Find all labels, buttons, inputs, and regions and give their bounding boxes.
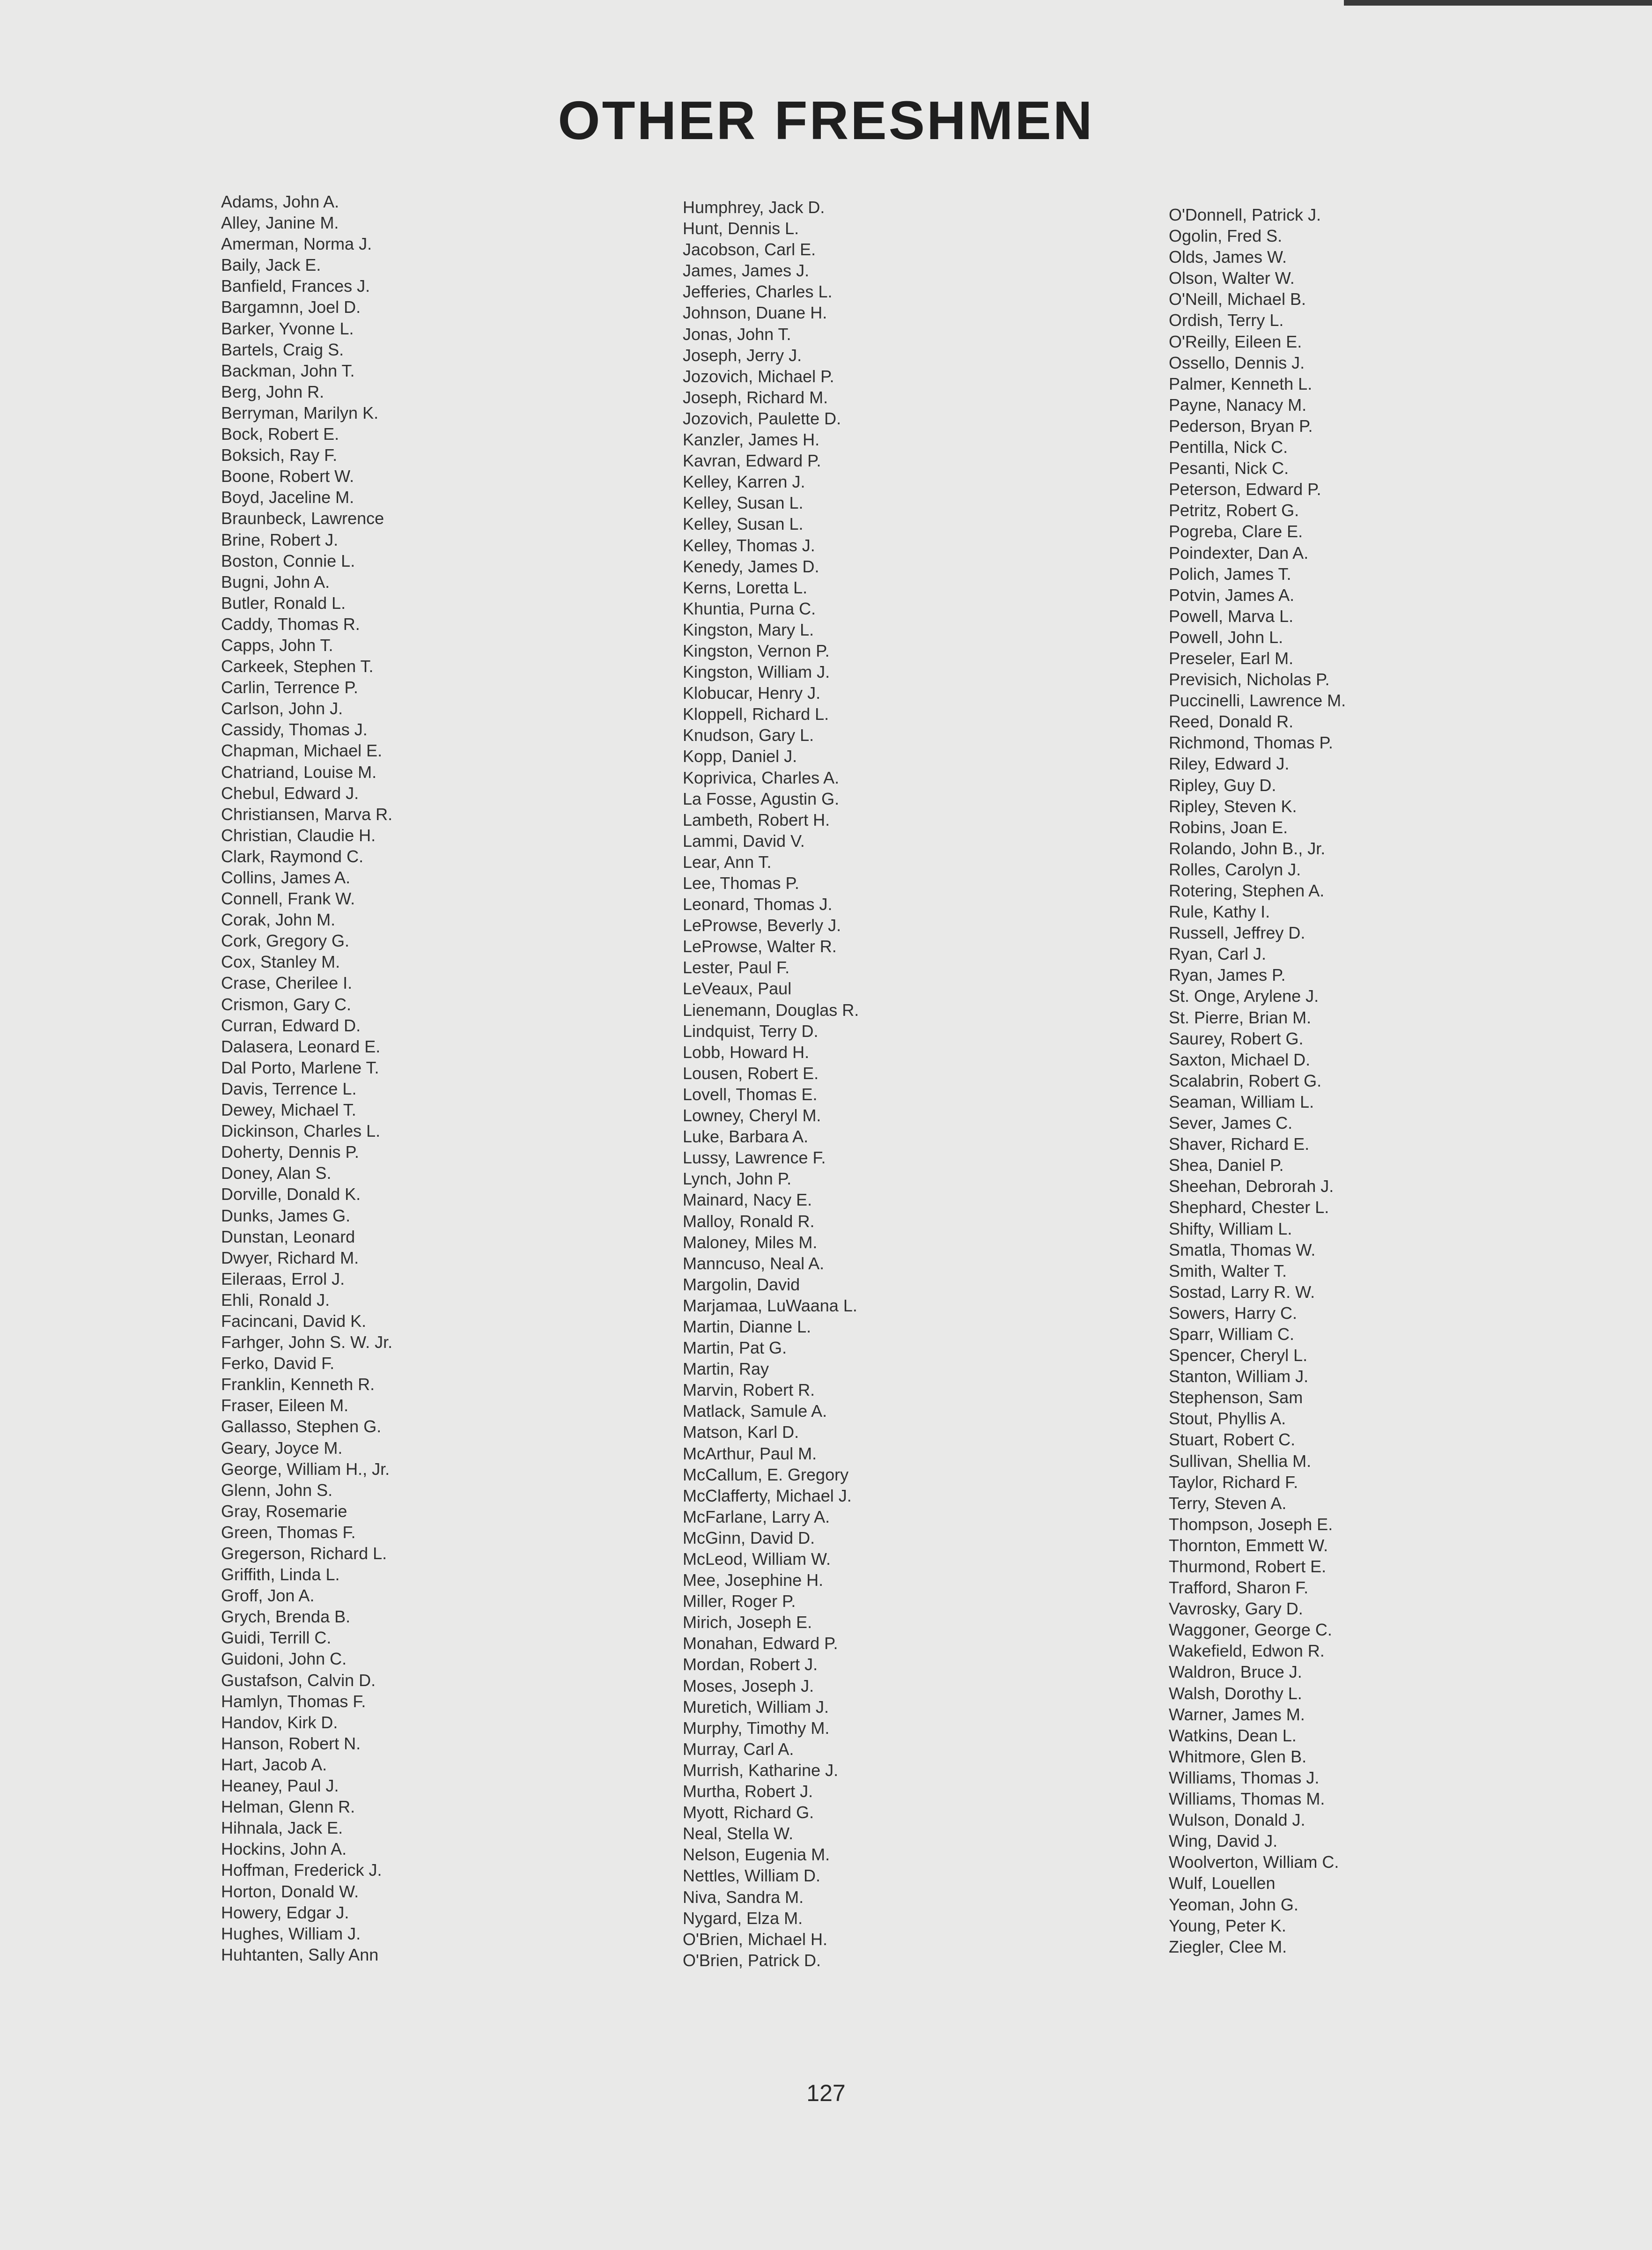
student-name: Hanson, Robert N. <box>221 1733 361 1753</box>
student-name: Dickinson, Charles L. <box>221 1121 381 1141</box>
student-name: Chebul, Edward J. <box>221 783 359 803</box>
student-name: Handov, Kirk D. <box>221 1712 338 1732</box>
student-name: Pederson, Bryan P. <box>1169 416 1313 436</box>
student-name: Bargamnn, Joel D. <box>221 297 361 317</box>
student-name: Koprivica, Charles A. <box>683 768 840 787</box>
student-name: Dwyer, Richard M. <box>221 1248 359 1267</box>
student-name: Thompson, Joseph E. <box>1169 1514 1333 1534</box>
student-name: Niva, Sandra M. <box>683 1887 804 1907</box>
names-column-3 <box>1169 204 1581 1957</box>
student-name: Nygard, Elza M. <box>683 1908 803 1928</box>
student-name: Lindquist, Terry D. <box>683 1021 819 1041</box>
student-name: Moses, Joseph J. <box>683 1676 814 1695</box>
student-name: Farhger, John S. W. Jr. <box>221 1332 393 1352</box>
student-name: Butler, Ronald L. <box>221 593 346 613</box>
student-name: Facincani, David K. <box>221 1311 367 1331</box>
student-name: Dorville, Donald K. <box>221 1184 361 1204</box>
student-name: Monahan, Edward P. <box>683 1634 838 1653</box>
student-name: Kelley, Thomas J. <box>683 535 815 555</box>
student-name: Mordan, Robert J. <box>683 1655 818 1674</box>
student-name: McCallum, E. Gregory <box>683 1465 849 1484</box>
student-name: Capps, John T. <box>221 635 333 655</box>
student-name: Whitmore, Glen B. <box>1169 1747 1307 1766</box>
student-name: Lovell, Thomas E. <box>683 1084 818 1104</box>
page-number: 127 <box>806 2080 846 2106</box>
student-name: Stephenson, Sam <box>1169 1388 1303 1407</box>
student-name: Franklin, Kenneth R. <box>221 1375 375 1394</box>
student-name: Jozovich, Paulette D. <box>683 408 841 428</box>
student-name: Malloy, Ronald R. <box>683 1211 815 1231</box>
student-name: Dalasera, Leonard E. <box>221 1036 381 1056</box>
student-name: Nelson, Eugenia M. <box>683 1845 830 1865</box>
student-name: Poindexter, Dan A. <box>1169 543 1309 562</box>
student-name: Howery, Edgar J. <box>221 1902 349 1922</box>
student-name: Sheehan, Debrorah J. <box>1169 1177 1334 1196</box>
student-name: Previsich, Nicholas P. <box>1169 670 1330 689</box>
student-name: Clark, Raymond C. <box>221 846 364 866</box>
student-name: Lynch, John P. <box>683 1169 792 1189</box>
student-name: St. Onge, Arylene J. <box>1169 986 1319 1006</box>
student-name: LeProwse, Beverly J. <box>683 916 841 935</box>
student-name: Kloppell, Richard L. <box>683 704 829 724</box>
student-name: Rotering, Stephen A. <box>1169 881 1325 900</box>
student-name: Stuart, Robert C. <box>1169 1430 1296 1450</box>
student-name: Fraser, Eileen M. <box>221 1396 349 1415</box>
student-name: Sever, James C. <box>1169 1113 1293 1133</box>
student-name: Amerman, Norma J. <box>221 234 372 254</box>
student-name: O'Brien, Patrick D. <box>683 1950 821 1970</box>
student-name: Lambeth, Robert H. <box>683 810 830 829</box>
student-name: Russell, Jeffrey D. <box>1169 923 1305 943</box>
student-name: Guidoni, John C. <box>221 1649 347 1669</box>
student-name: Marjamaa, LuWaana L. <box>683 1295 857 1315</box>
student-name: Reed, Donald R. <box>1169 712 1294 732</box>
student-name: McFarlane, Larry A. <box>683 1507 830 1526</box>
student-name: La Fosse, Agustin G. <box>683 789 840 808</box>
student-name: Ripley, Guy D. <box>1169 775 1276 795</box>
student-name: Martin, Pat G. <box>683 1338 787 1358</box>
student-name: Kerns, Loretta L. <box>683 577 808 597</box>
student-name: Doney, Alan S. <box>221 1163 332 1183</box>
student-name: Muretich, William J. <box>683 1697 829 1717</box>
student-name: Boyd, Jaceline M. <box>221 488 354 507</box>
student-name: Ziegler, Clee M. <box>1169 1937 1287 1956</box>
student-name: Ogolin, Fred S. <box>1169 226 1283 246</box>
student-name: Khuntia, Purna C. <box>683 599 816 618</box>
student-name: Doherty, Dennis P. <box>221 1142 359 1162</box>
student-name: Christian, Claudie H. <box>221 825 376 845</box>
student-name: Saxton, Michael D. <box>1169 1050 1311 1069</box>
student-name: Sparr, William C. <box>1169 1324 1295 1344</box>
student-name: Rule, Kathy I. <box>1169 902 1270 922</box>
student-name: Christiansen, Marva R. <box>221 804 393 824</box>
student-name: Stanton, William J. <box>1169 1367 1309 1386</box>
student-name: Hart, Jacob A. <box>221 1754 327 1774</box>
student-name: Carlin, Terrence P. <box>221 678 358 697</box>
student-name: Marvin, Robert R. <box>683 1380 815 1400</box>
student-name: Brine, Robert J. <box>221 530 339 549</box>
student-name: Jefferies, Charles L. <box>683 282 833 302</box>
student-name: Margolin, David <box>683 1274 800 1294</box>
student-name: Barker, Yvonne L. <box>221 318 354 338</box>
student-name: Thornton, Emmett W. <box>1169 1535 1328 1555</box>
student-name: Williams, Thomas M. <box>1169 1789 1325 1809</box>
student-name: Bugni, John A. <box>221 572 330 592</box>
student-name: Berg, John R. <box>221 382 324 401</box>
student-name: O'Reilly, Eileen E. <box>1169 332 1302 351</box>
student-name: Kingston, Vernon P. <box>683 641 830 660</box>
student-name: Peterson, Edward P. <box>1169 480 1321 499</box>
student-name: Martin, Ray <box>683 1359 769 1379</box>
student-name: Knudson, Gary L. <box>683 725 814 745</box>
student-name: Powell, Marva L. <box>1169 606 1294 626</box>
student-name: Powell, John L. <box>1169 627 1283 647</box>
student-name: Payne, Nanacy M. <box>1169 395 1307 414</box>
student-name: Taylor, Richard F. <box>1169 1472 1298 1492</box>
student-name: Lester, Paul F. <box>683 958 790 977</box>
student-name: Wulf, Louellen <box>1169 1873 1276 1893</box>
student-name: Kelley, Susan L. <box>683 493 804 513</box>
student-name: Alley, Janine M. <box>221 213 339 233</box>
student-name: Murrish, Katharine J. <box>683 1760 839 1780</box>
student-name: Hamlyn, Thomas F. <box>221 1691 366 1711</box>
student-name: McClafferty, Michael J. <box>683 1486 852 1505</box>
student-name: Corak, John M. <box>221 910 336 930</box>
student-name: Dunstan, Leonard <box>221 1227 355 1246</box>
student-name: Pentilla, Nick C. <box>1169 437 1288 457</box>
student-name: Manncuso, Neal A. <box>683 1253 825 1273</box>
student-name: Kingston, William J. <box>683 662 830 682</box>
student-name: Shaver, Richard E. <box>1169 1134 1310 1154</box>
student-name: Cox, Stanley M. <box>221 952 340 972</box>
student-name: Polich, James T. <box>1169 564 1291 584</box>
student-name: Klobucar, Henry J. <box>683 683 821 703</box>
student-name: Collins, James A. <box>221 868 351 887</box>
student-name: Crase, Cherilee I. <box>221 973 353 993</box>
student-name: Wing, David J. <box>1169 1831 1278 1851</box>
student-name: Carkeek, Stephen T. <box>221 657 374 676</box>
student-name: LeVeaux, Paul <box>683 979 792 999</box>
student-name: Ordish, Terry L. <box>1169 311 1284 330</box>
student-name: Glenn, John S. <box>221 1480 333 1500</box>
student-name: Walsh, Dorothy L. <box>1169 1683 1302 1703</box>
student-name: Griffith, Linda L. <box>221 1565 340 1584</box>
student-name: Crismon, Gary C. <box>221 994 352 1014</box>
student-name: Kelley, Karren J. <box>683 472 805 492</box>
student-name: Boksich, Ray F. <box>221 445 338 465</box>
student-name: Olson, Walter W. <box>1169 268 1295 288</box>
student-name: Martin, Dianne L. <box>683 1317 811 1336</box>
student-name: Lobb, Howard H. <box>683 1042 810 1062</box>
student-name: Thurmond, Robert E. <box>1169 1557 1327 1576</box>
student-name: Gustafson, Calvin D. <box>221 1670 376 1690</box>
student-name: Luke, Barbara A. <box>683 1127 809 1147</box>
student-name: Kavran, Edward P. <box>683 451 821 471</box>
student-name: Robins, Joan E. <box>1169 817 1288 837</box>
student-name: O'Neill, Michael B. <box>1169 289 1306 309</box>
student-name: Saurey, Robert G. <box>1169 1029 1304 1048</box>
student-name: Davis, Terrence L. <box>221 1079 357 1098</box>
student-name: Stout, Phyllis A. <box>1169 1409 1286 1428</box>
student-name: Dewey, Michael T. <box>221 1100 356 1120</box>
student-name: Cassidy, Thomas J. <box>221 720 368 740</box>
student-name: Smith, Walter T. <box>1169 1261 1287 1280</box>
student-name: Pogreba, Clare E. <box>1169 522 1303 541</box>
student-name: McLeod, William W. <box>683 1549 831 1569</box>
student-name: Hunt, Dennis L. <box>683 219 799 238</box>
student-name: Bock, Robert E. <box>221 424 339 444</box>
student-name: Kingston, Mary L. <box>683 620 814 639</box>
student-name: Kanzler, James H. <box>683 430 820 450</box>
student-name: Gregerson, Richard L. <box>221 1544 387 1563</box>
student-name: Curran, Edward D. <box>221 1015 361 1035</box>
student-name: Helman, Glenn R. <box>221 1797 355 1817</box>
student-name: Potvin, James A. <box>1169 585 1295 605</box>
student-name: Caddy, Thomas R. <box>221 614 360 634</box>
student-name: Johnson, Duane H. <box>683 303 827 323</box>
top-edge-rule <box>1344 0 1652 6</box>
student-name: Ossello, Dennis J. <box>1169 353 1305 372</box>
student-name: Dal Porto, Marlene T. <box>221 1058 379 1077</box>
student-name: George, William H., Jr. <box>221 1459 390 1479</box>
student-name: Yeoman, John G. <box>1169 1895 1298 1914</box>
student-name: Connell, Frank W. <box>221 889 355 909</box>
student-name: Palmer, Kenneth L. <box>1169 374 1313 393</box>
student-name: Cork, Gregory G. <box>221 931 350 951</box>
student-name: McArthur, Paul M. <box>683 1443 817 1463</box>
student-name: Petritz, Robert G. <box>1169 501 1299 520</box>
student-name: Lowney, Cheryl M. <box>683 1106 821 1125</box>
student-name: Williams, Thomas J. <box>1169 1768 1320 1787</box>
student-name: Murtha, Robert J. <box>683 1782 813 1801</box>
student-name: Braunbeck, Lawrence <box>221 509 384 528</box>
student-name: Horton, Donald W. <box>221 1881 359 1901</box>
student-name: Maloney, Miles M. <box>683 1232 818 1252</box>
student-name: Chapman, Michael E. <box>221 741 383 761</box>
student-name: James, James J. <box>683 261 810 281</box>
student-name: Ryan, Carl J. <box>1169 944 1267 964</box>
student-name: Huhtanten, Sally Ann <box>221 1945 379 1964</box>
student-name: Smatla, Thomas W. <box>1169 1240 1316 1259</box>
student-name: Woolverton, William C. <box>1169 1852 1339 1872</box>
student-name: Wakefield, Edwon R. <box>1169 1641 1325 1661</box>
names-column-2 <box>683 197 1095 1971</box>
student-name: Myott, Richard G. <box>683 1803 814 1822</box>
student-name: Leonard, Thomas J. <box>683 895 833 914</box>
student-name: Vavrosky, Gary D. <box>1169 1599 1303 1619</box>
student-name: Sowers, Harry C. <box>1169 1303 1298 1323</box>
student-name: Sostad, Larry R. W. <box>1169 1282 1315 1302</box>
student-name: Boone, Robert W. <box>221 466 354 486</box>
student-name: Dunks, James G. <box>221 1206 351 1225</box>
student-name: Kelley, Susan L. <box>683 514 804 534</box>
student-name: St. Pierre, Brian M. <box>1169 1007 1312 1027</box>
student-name: Heaney, Paul J. <box>221 1776 339 1796</box>
student-name: Eileraas, Errol J. <box>221 1269 345 1288</box>
student-name: Lee, Thomas P. <box>683 873 799 893</box>
student-name: Wulson, Donald J. <box>1169 1810 1305 1830</box>
student-name: Matson, Karl D. <box>683 1422 799 1442</box>
student-name: Puccinelli, Lawrence M. <box>1169 691 1346 711</box>
student-name: Olds, James W. <box>1169 247 1287 267</box>
student-name: Murphy, Timothy M. <box>683 1718 830 1738</box>
student-name: Humphrey, Jack D. <box>683 198 825 217</box>
student-name: Lammi, David V. <box>683 831 805 851</box>
student-name: Guidi, Terrill C. <box>221 1628 332 1648</box>
student-name: Hughes, William J. <box>221 1924 361 1943</box>
student-name: Shifty, William L. <box>1169 1219 1292 1238</box>
student-name: Murray, Carl A. <box>683 1739 794 1759</box>
student-name: Watkins, Dean L. <box>1169 1725 1297 1745</box>
student-name: O'Donnell, Patrick J. <box>1169 205 1321 224</box>
student-name: Jacobson, Carl E. <box>683 240 816 259</box>
student-name: Jozovich, Michael P. <box>683 366 834 386</box>
page-title: OTHER FRESHMEN <box>558 90 1094 151</box>
student-name: Geary, Joyce M. <box>221 1438 343 1458</box>
names-column-1 <box>221 191 633 1965</box>
student-name: McGinn, David D. <box>683 1528 815 1547</box>
student-name: Chatriand, Louise M. <box>221 762 377 782</box>
student-name: Ripley, Steven K. <box>1169 796 1297 816</box>
student-name: O'Brien, Michael H. <box>683 1929 827 1949</box>
student-name: Lienemann, Douglas R. <box>683 1000 859 1020</box>
student-name: Pesanti, Nick C. <box>1169 459 1289 478</box>
student-name: Shea, Daniel P. <box>1169 1155 1284 1175</box>
student-name: Ferko, David F. <box>221 1354 335 1373</box>
student-name: Matlack, Samule A. <box>683 1401 827 1421</box>
student-name: Boston, Connie L. <box>221 551 355 570</box>
student-name: Ehli, Ronald J. <box>221 1290 330 1310</box>
student-name: Groff, Jon A. <box>221 1586 315 1606</box>
student-name: Seaman, William L. <box>1169 1092 1314 1111</box>
student-name: Berryman, Marilyn K. <box>221 403 379 422</box>
student-name: Banfield, Frances J. <box>221 276 370 296</box>
student-name: Ryan, James P. <box>1169 965 1286 985</box>
student-name: Rolles, Carolyn J. <box>1169 859 1301 879</box>
student-name: Warner, James M. <box>1169 1704 1305 1724</box>
student-name: Mirich, Joseph E. <box>683 1613 812 1632</box>
student-name: Bartels, Craig S. <box>221 340 344 359</box>
student-name: Terry, Steven A. <box>1169 1493 1287 1513</box>
student-name: Lear, Ann T. <box>683 852 772 872</box>
student-name: Green, Thomas F. <box>221 1522 356 1542</box>
student-name: Gallasso, Stephen G. <box>221 1417 382 1436</box>
student-name: Spencer, Cheryl L. <box>1169 1346 1308 1365</box>
student-name: Young, Peter K. <box>1169 1916 1286 1935</box>
student-name: Trafford, Sharon F. <box>1169 1578 1309 1598</box>
student-name: Richmond, Thomas P. <box>1169 733 1333 753</box>
student-name: Gray, Rosemarie <box>221 1501 347 1521</box>
student-name: Jonas, John T. <box>683 324 791 344</box>
student-name: Waldron, Bruce J. <box>1169 1662 1302 1682</box>
student-name: Hoffman, Frederick J. <box>221 1860 382 1880</box>
student-name: LeProwse, Walter R. <box>683 937 837 956</box>
student-name: Lussy, Lawrence F. <box>683 1148 826 1168</box>
student-name: Hihnala, Jack E. <box>221 1818 343 1838</box>
student-name: Hockins, John A. <box>221 1839 347 1859</box>
student-name: Lousen, Robert E. <box>683 1063 819 1083</box>
student-name: Sullivan, Shellia M. <box>1169 1451 1312 1471</box>
student-name: Shephard, Chester L. <box>1169 1198 1329 1217</box>
student-name: Joseph, Richard M. <box>683 387 828 407</box>
student-name: Neal, Stella W. <box>683 1824 794 1843</box>
student-name: Riley, Edward J. <box>1169 754 1290 774</box>
student-name: Grych, Brenda B. <box>221 1607 351 1627</box>
student-name: Rolando, John B., Jr. <box>1169 838 1326 858</box>
student-name: Scalabrin, Robert G. <box>1169 1071 1322 1090</box>
student-name: Kenedy, James D. <box>683 556 819 576</box>
student-name: Kopp, Daniel J. <box>683 747 797 766</box>
student-name: Joseph, Jerry J. <box>683 345 802 365</box>
student-name: Nettles, William D. <box>683 1866 821 1886</box>
student-name: Adams, John A. <box>221 192 339 211</box>
student-name: Baily, Jack E. <box>221 255 321 275</box>
student-name: Preseler, Earl M. <box>1169 648 1294 668</box>
student-name: Waggoner, George C. <box>1169 1620 1332 1640</box>
student-name: Mainard, Nacy E. <box>683 1190 812 1210</box>
student-name: Mee, Josephine H. <box>683 1570 824 1590</box>
student-name: Carlson, John J. <box>221 699 343 718</box>
student-name: Miller, Roger P. <box>683 1591 796 1611</box>
student-name: Backman, John T. <box>221 361 355 380</box>
